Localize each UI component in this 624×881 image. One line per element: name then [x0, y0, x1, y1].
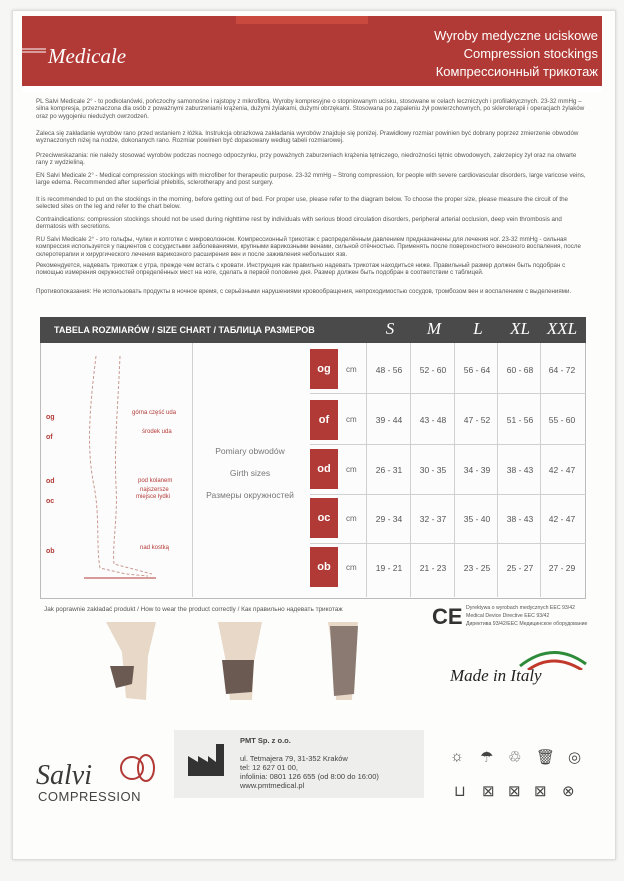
cell-ob-xl: 25 - 27	[506, 563, 534, 573]
cell-of-s: 39 - 44	[375, 415, 403, 425]
no-iron-icon: ⊠	[534, 783, 547, 800]
cell-od-m: 30 - 35	[419, 465, 447, 475]
directive-pl: Dyrektywa o wyrobach medycznych EEC 93/42	[466, 605, 575, 611]
column-divider	[192, 343, 193, 597]
size-xl: XL	[510, 319, 530, 338]
size-m: M	[426, 319, 442, 338]
cell-oc-xxl: 42 - 47	[548, 514, 576, 524]
cell-od-l: 34 - 39	[463, 465, 491, 475]
header-title-ru: Компрессионный трикотаж	[435, 64, 598, 79]
text-pl-description: PL Salvi Medicale 2° - to podkolanówki, pończochy samonośne i rajstopy z mikrofibrą. Wyroby kompresyjne o stopniowanym ucisku, stosowane w celach leczniczych i profilaktycznych. 23-32 mmHg – silna kompresja, przeznaczona dla osób z poważnymi zaburzeniami krążenia, dużymi żylakami, dużymi obrzękami. Stosowana po zapaleniu żył powierzchownych, po skleroterapii i operacjach żylaków oraz po wygojeniu niedużych owrzodzeń.	[36, 98, 585, 120]
text-ru-contraindications: Противопоказания: Не использовать продукты в ночное время, с серьёзными нарушениями кровообращения, непроходимостью сосудов, тромбозом вен и воспалением с выделениями.	[36, 288, 572, 295]
lycra-icon: ◎	[568, 749, 582, 766]
cell-og-xxl: 64 - 72	[548, 365, 576, 375]
text-pl-contraindications: Przeciwwskazania: nie należy stosować wyrobów podczas nocnego odpoczynku, przy poważnych zaburzeniach krążenia tętniczego, niedrożności tętnic obwodowych, zakrzepicy żył oraz na otwarte rany z wydzieliną.	[36, 152, 577, 167]
unit-label: cm	[346, 365, 357, 374]
cell-od-xxl: 42 - 47	[548, 465, 576, 475]
salvi-logo: Salvi	[36, 760, 92, 791]
manufacturer-infoline: infolinia: 0801 126 655 (od 8:00 do 16:00)	[240, 772, 379, 781]
unit-label: cm	[346, 465, 357, 474]
cell-oc-s: 29 - 34	[375, 514, 403, 524]
leg-label-og: górna część uda	[132, 410, 177, 416]
text-en-contraindications: Contraindications: compression stockings should not be used during nighttime rest by individuals with serious blood circulation disorders, peripheral arterial occlusion, deep vein thrombosis and dermatosis with secretions.	[36, 216, 562, 231]
row-code-od: od	[310, 449, 338, 489]
text-en-usage: It is recommended to put on the stockings in the morning, before getting out of bed. For proper use, please refer to the diagram below. To choose the proper size, please measure the circuit of the selected sites on the leg and refer to the chart below.	[36, 196, 568, 211]
directive-ru: Директива 93/42/EEC Медицинское оборудование	[466, 621, 588, 627]
cell-oc-m: 32 - 37	[419, 514, 447, 524]
no-dry-clean-icon: ⊗	[562, 783, 575, 800]
cell-of-xxl: 55 - 60	[548, 415, 576, 425]
ce-mark: CE	[432, 604, 463, 629]
cell-ob-s: 19 - 21	[375, 563, 403, 573]
text-ru-usage: Рекомендуется, надевать трикотаж с утра, прежде чем встать с кровати. Инструкция как правильно надевать трикотаж находиться ниже. Правильный размер должен быть подобран с помощью измерения окружностей определённых мест на ноге, сделать в первой половине дня. Размер должен быть подобран в соответствии с таблицей.	[36, 262, 566, 277]
size-xxl: XXL	[546, 319, 578, 338]
row-divider	[310, 444, 586, 445]
row-code-ob: ob	[310, 547, 338, 587]
cell-ob-l: 23 - 25	[463, 563, 491, 573]
manufacturer-phone: tel: 12 627 01 00,	[240, 763, 298, 772]
wash-30-icon: ⊔	[454, 783, 466, 800]
no-bleach-icon: ⊠	[482, 783, 495, 800]
made-in-italy: Made in Italy	[450, 666, 542, 685]
recycle-icon: ♲	[508, 749, 522, 766]
manufacturer-factory-icon	[186, 742, 228, 778]
leg-label-of: środek uda	[142, 429, 172, 435]
leg-label-oc-line1: najszersze	[140, 487, 169, 493]
cell-og-s: 48 - 56	[375, 365, 403, 375]
row-code-og: og	[310, 349, 338, 389]
cell-oc-xl: 38 - 43	[506, 514, 534, 524]
cell-ob-m: 21 - 23	[419, 563, 447, 573]
unit-label: cm	[346, 415, 357, 424]
manufacturer-name: PMT Sp. z o.o.	[240, 736, 291, 745]
row-code-oc: oc	[310, 498, 338, 538]
no-tumble-dry-icon: ⊠	[508, 783, 521, 800]
bin-icon: 🗑	[536, 749, 556, 766]
manufacturer-address: ul. Tetmajera 79, 31-352 Kraków	[240, 754, 348, 763]
size-l: L	[473, 319, 483, 338]
size-chart-title: TABELA ROZMIARÓW / SIZE CHART / ТАБЛИЦА РАЗМЕРОВ	[54, 325, 315, 335]
girth-label-ru: Размеры окружностей	[206, 490, 294, 500]
cell-od-s: 26 - 31	[375, 465, 403, 475]
leg-marker-oc: oc	[46, 498, 55, 505]
leg-label-ob: nad kostką	[140, 545, 170, 551]
cell-of-m: 43 - 48	[419, 415, 447, 425]
leg-label-oc-line2: miejsce łydki	[136, 494, 171, 500]
cell-og-m: 52 - 60	[419, 365, 447, 375]
cell-of-l: 47 - 52	[463, 415, 491, 425]
leg-marker-ob: ob	[46, 548, 55, 555]
howto-step3-icon	[300, 622, 386, 702]
unit-label: cm	[346, 514, 357, 523]
cell-og-l: 56 - 64	[463, 365, 491, 375]
howto-step2-icon	[196, 622, 282, 702]
leg-marker-og: og	[46, 414, 55, 421]
manufacturer-website: www.pmtmedical.pl	[240, 781, 305, 790]
cell-of-xl: 51 - 56	[506, 415, 534, 425]
cell-od-xl: 38 - 43	[506, 465, 534, 475]
size-s: S	[385, 319, 395, 338]
girth-label-en: Girth sizes	[229, 468, 271, 478]
header-title-pl: Wyroby medyczne uciskowe	[434, 28, 598, 43]
cell-ob-xxl: 27 - 29	[548, 563, 576, 573]
cell-og-xl: 60 - 68	[506, 365, 534, 375]
text-ru-description: RU Salvi Medicale 2° - это гольфы, чулки и колготки с микроволокном. Компрессионный трикотаж с распределённым давлением предназначены для лечения ног. 23-32 mmHg - сильная компрессия используется у пациентов с сосудистыми заболеваниями, крупными варикозными венами, сильной отёчностью. Применять после поверхностного венозного воспаления, после склеротерапии и хирургического лечения варикозного расширения вен и после заживления небольших язв.	[36, 236, 581, 258]
leg-marker-of: of	[46, 434, 53, 441]
girth-label-pl: Pomiary obwodów	[215, 446, 285, 456]
howto-step1-icon	[86, 622, 172, 702]
row-divider	[310, 543, 586, 544]
text-en-description: EN Salvi Medicale 2° - Medical compression stockings with microfiber for therapeutic purpose. 23-32 mmHg – Strong compression, for people with severe cardiovascular disorders, large varicose veins, large edema. Recommended after superficial phlebitis, sclerotherapy and post surgery.	[36, 172, 586, 187]
cell-oc-l: 35 - 40	[463, 514, 491, 524]
unit-label: cm	[346, 563, 357, 572]
header-title-en: Compression stockings	[463, 46, 598, 61]
salvi-logo-90-icon	[118, 748, 158, 788]
sun-protect-icon: ☼	[450, 748, 464, 765]
header-divider	[22, 86, 602, 92]
howto-caption: Jak poprawnie zakładać produkt / How to wear the product correctly / Как правильно надевать трикотаж	[44, 606, 343, 613]
text-pl-usage: Zaleca się zakładanie wyrobów rano przed wstaniem z łóżka. Instrukcja obrazkowa zakładania wyrobów znajduje się poniżej. Prawidłowy rozmiar powinien być dobrany poprzez zmierzenie obwodów wyznaczonych niżej na nodze, dokonanych rano. Rozmiar powinien być dopasowany według tabeli rozmiarowej.	[36, 130, 579, 145]
leg-marker-od: od	[46, 478, 55, 485]
umbrella-icon: ☂	[480, 749, 494, 766]
leg-label-od: pod kolanem	[138, 478, 173, 484]
salvi-logo-subtitle: COMPRESSION	[38, 789, 142, 804]
directive-en: Medical Device Directive EEC 93/42	[466, 613, 550, 619]
row-divider	[310, 393, 586, 394]
row-divider	[310, 494, 586, 495]
brand-name: Medicale	[48, 44, 127, 68]
row-code-of: of	[310, 400, 338, 440]
header-tab	[236, 16, 368, 24]
